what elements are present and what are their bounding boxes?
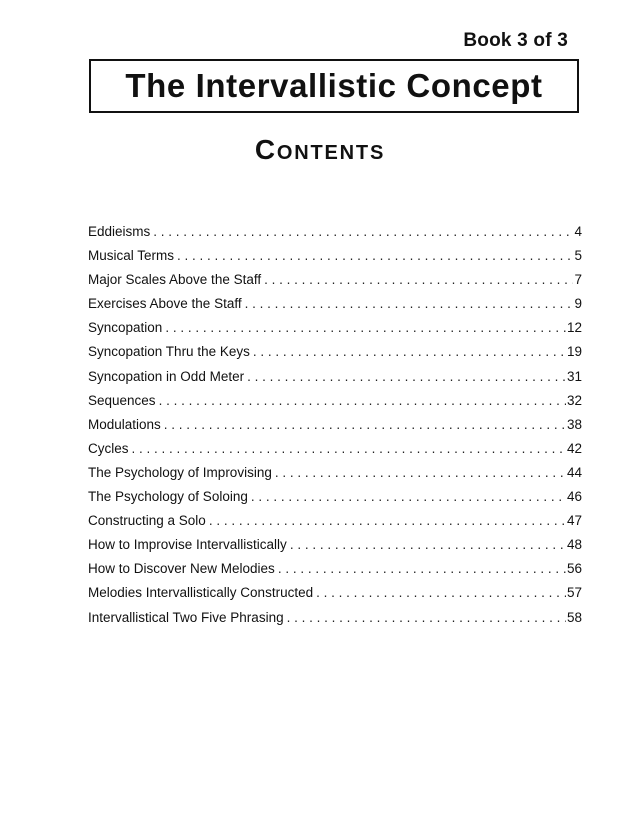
- toc-entry-page: 38: [566, 416, 582, 432]
- contents-heading: Contents: [254, 134, 386, 165]
- toc-entry-title: Exercises Above the Staff: [88, 296, 242, 312]
- toc-entry: [88, 537, 582, 561]
- dot-leader: [316, 585, 566, 600]
- toc-entry-page: 12: [566, 320, 582, 336]
- toc-entry-title: Melodies Intervallistically Constructed: [88, 585, 314, 601]
- toc-entry: [88, 344, 582, 368]
- toc-entry-title: Cycles: [88, 440, 129, 456]
- dot-leader: [153, 224, 573, 239]
- toc-entry-page: 9: [574, 296, 582, 312]
- toc-entry-page: 56: [566, 561, 582, 577]
- toc-entry-title: How to Discover New Melodies: [88, 561, 275, 577]
- toc-entry-page: 48: [566, 537, 582, 553]
- toc-entry: [88, 248, 582, 272]
- title-box: [89, 59, 579, 113]
- toc-entry-page: 58: [566, 609, 582, 625]
- toc-entry: [88, 224, 582, 248]
- dot-leader: [159, 393, 566, 408]
- dot-leader: [264, 272, 573, 287]
- toc-entry-title: How to Improvise Intervallistically: [88, 537, 287, 553]
- dot-leader: [247, 369, 566, 384]
- toc-entry-page: 42: [566, 440, 582, 456]
- table-of-contents: [88, 224, 582, 634]
- toc-entry-page: 7: [574, 272, 582, 288]
- toc-entry: [88, 417, 582, 441]
- toc-entry-title: Major Scales Above the Staff: [88, 272, 262, 288]
- toc-entry-title: Intervallistical Two Five Phrasing: [88, 609, 284, 625]
- dot-leader: [164, 417, 566, 432]
- dot-leader: [253, 344, 566, 359]
- toc-entry: [88, 610, 582, 634]
- dot-leader: [245, 296, 574, 311]
- toc-entry-page: 5: [574, 248, 582, 264]
- toc-entry-title: The Psychology of Improvising: [88, 464, 272, 480]
- book-volume-label: Book 3 of 3: [463, 30, 568, 51]
- toc-entry: [88, 369, 582, 393]
- toc-entry-page: 47: [566, 513, 582, 529]
- toc-entry-page: 4: [574, 224, 582, 239]
- toc-entry-title: Sequences: [88, 392, 156, 408]
- dot-leader: [275, 465, 566, 480]
- toc-entry-title: The Psychology of Soloing: [88, 489, 248, 505]
- toc-entry: [88, 561, 582, 585]
- toc-entry: [88, 393, 582, 417]
- book-title: The Intervallistic Concept: [125, 67, 543, 104]
- toc-entry-title: Constructing a Solo: [88, 513, 206, 529]
- dot-leader: [278, 561, 566, 576]
- toc-entry-page: 44: [566, 464, 582, 480]
- toc-entry-page: 57: [566, 585, 582, 601]
- toc-entry: [88, 585, 582, 609]
- toc-entry: [88, 465, 582, 489]
- dot-leader: [132, 441, 566, 456]
- toc-entry-page: 31: [566, 368, 582, 384]
- toc-entry: [88, 441, 582, 465]
- dot-leader: [209, 513, 566, 528]
- toc-entry-title: Syncopation: [88, 320, 163, 336]
- dot-leader: [165, 320, 566, 335]
- toc-entry: [88, 489, 582, 513]
- toc-entry: [88, 320, 582, 344]
- toc-entry: [88, 296, 582, 320]
- dot-leader: [287, 610, 566, 625]
- toc-entry-page: 32: [566, 392, 582, 408]
- toc-entry-page: 46: [566, 489, 582, 505]
- dot-leader: [251, 489, 566, 504]
- toc-entry: [88, 513, 582, 537]
- toc-entry-title: Eddieisms: [88, 224, 151, 239]
- toc-entry-page: 19: [566, 344, 582, 360]
- toc-entry-title: Syncopation Thru the Keys: [88, 344, 250, 360]
- toc-entry-title: Modulations: [88, 416, 161, 432]
- toc-entry-title: Musical Terms: [88, 248, 175, 264]
- dot-leader: [290, 537, 566, 552]
- dot-leader: [177, 248, 573, 263]
- toc-entry-title: Syncopation in Odd Meter: [88, 368, 245, 384]
- toc-entry: [88, 272, 582, 296]
